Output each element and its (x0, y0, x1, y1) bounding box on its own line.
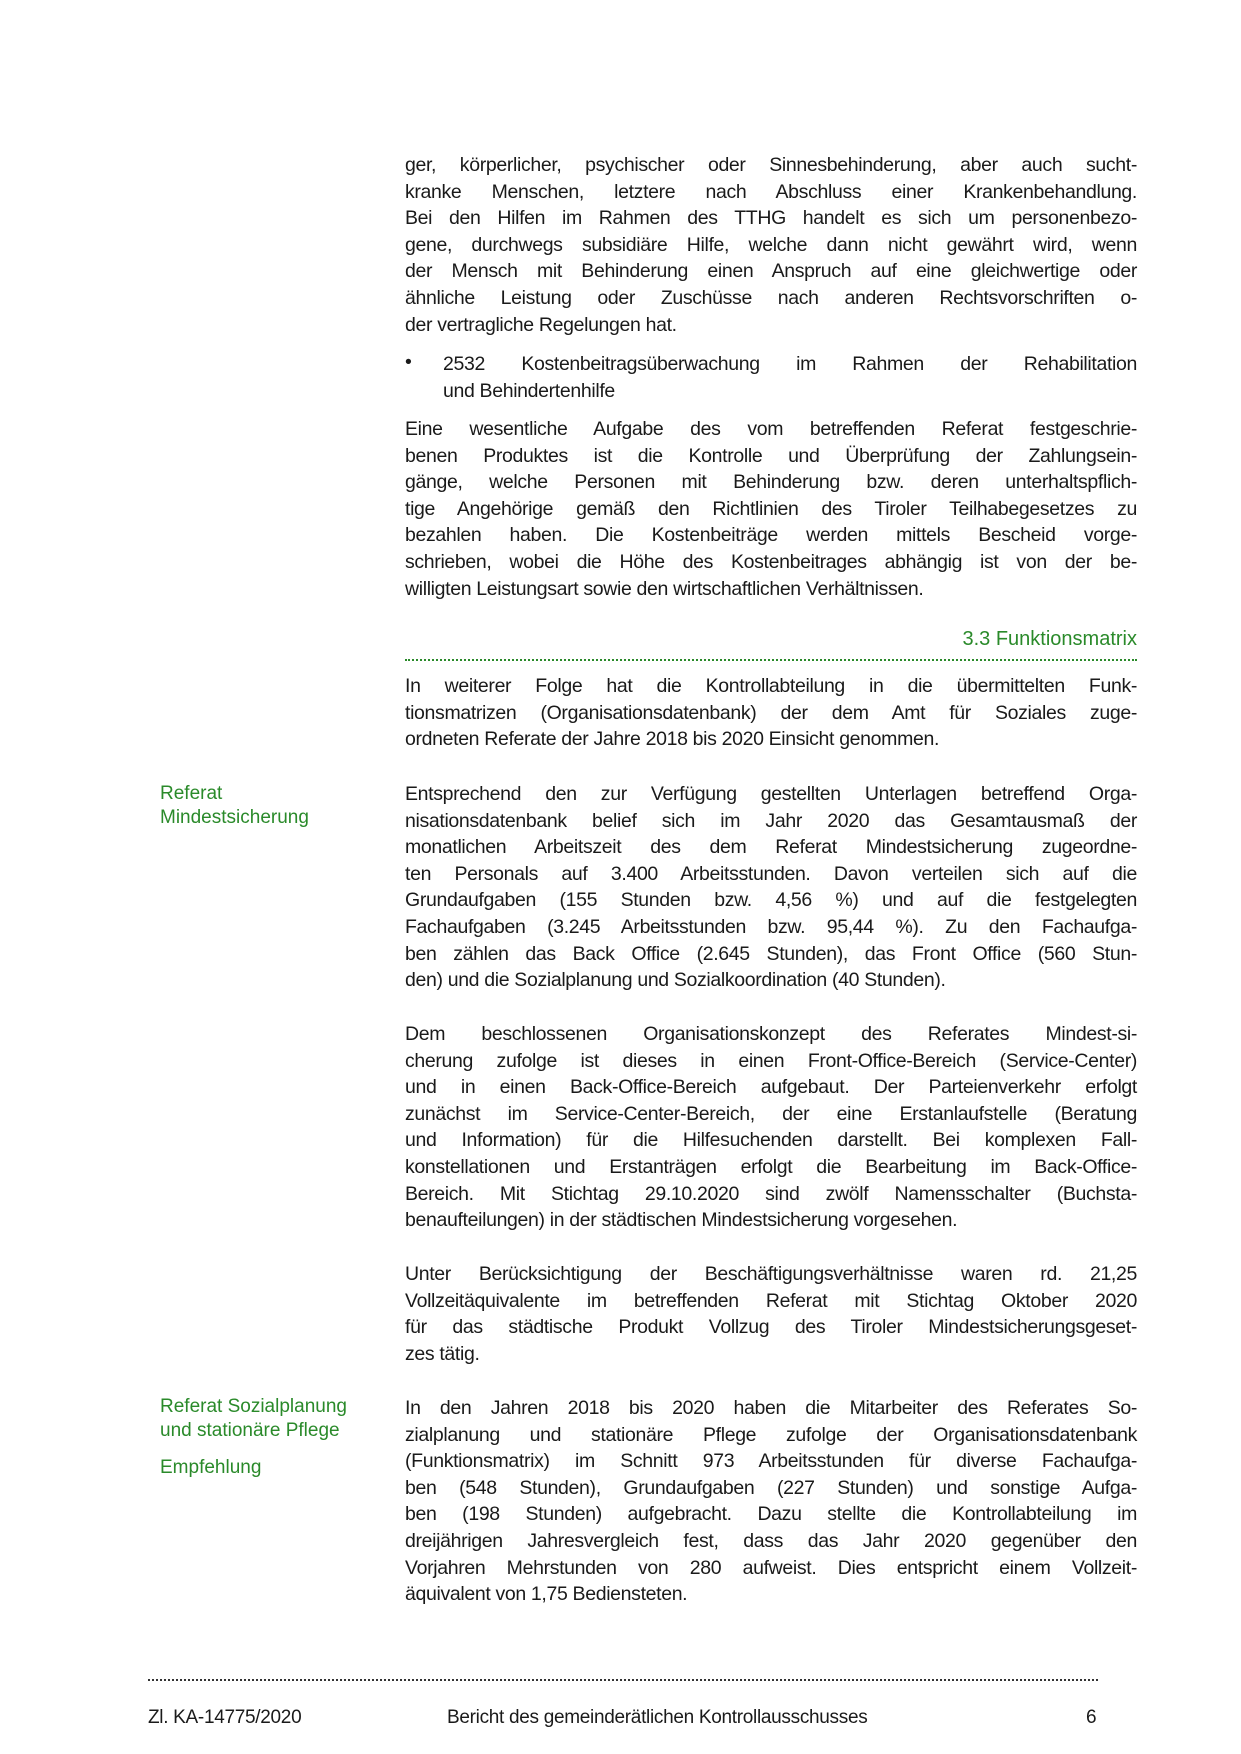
page-number: 6 (1086, 1707, 1097, 1728)
text-line: zunächst im Service-Center-Bereich, der eine Erstanlaufstelle (Beratung (405, 1102, 1137, 1125)
text-line: Unter Berücksichtigung der Beschäftigungsverhältnisse waren rd. 21,25 (405, 1263, 1137, 1285)
margin-label-mindestsicherung (160, 782, 309, 830)
margin-label-sozialplanung (160, 1395, 347, 1480)
text-line: den) und die Sozialplanung und Sozialkoordination (40 Stunden). (405, 969, 946, 992)
text-line: (Funktionsmatrix) im Schnitt 973 Arbeitsstunden für diverse Fachaufga- (405, 1450, 1137, 1473)
text-line: gänge, welche Personen mit Behinderung bzw. deren unterhaltspflich- (405, 471, 1137, 494)
text-line: ben zählen das Back Office (2.645 Stunden), das Front Office (560 Stun- (405, 942, 1137, 965)
text-line: ähnliche Leistung oder Zuschüsse nach anderen Rechtsvorschriften o- (405, 286, 1137, 309)
text-line: zialplanung und stationäre Pflege zufolge der Organisationsdatenbank (405, 1423, 1137, 1446)
text-line: dreijährigen Jahresvergleich fest, dass das Jahr 2020 gegenüber den (405, 1529, 1137, 1552)
bullet-icon: • (405, 351, 412, 373)
text-line: Bereich. Mit Stichtag 29.10.2020 sind zwölf Namensschalter (Buchsta- (405, 1182, 1137, 1205)
label-line: Mindestsicherung (160, 807, 309, 828)
text-line: ordneten Referate der Jahre 2018 bis 2020 Einsicht genommen. (405, 728, 940, 751)
footer-reference: Zl. KA-14775/2020 (148, 1707, 302, 1728)
text-line: cherung zufolge ist dieses in einen Front-Office-Bereich (Service-Center) (405, 1049, 1137, 1072)
text-line: und Information) für die Hilfesuchenden darstellt. Bei komplexen Fall- (405, 1129, 1137, 1152)
label-line: Referat (160, 783, 223, 804)
footer-divider (148, 1679, 1098, 1681)
text-line: In den Jahren 2018 bis 2020 haben die Mitarbeiter des Referates So- (405, 1397, 1137, 1419)
text-line: der Mensch mit Behinderung einen Anspruch auf eine gleichwertige oder (405, 260, 1137, 283)
text-line: Bei den Hilfen im Rahmen des TTHG handelt es sich um personenbezo- (405, 207, 1137, 230)
section-heading: 3.3 Funktionsmatrix (962, 628, 1137, 650)
text-line: Grundaufgaben (155 Stunden bzw. 4,56 %) und auf die festgelegten (405, 889, 1137, 912)
paragraph-3 (405, 673, 1137, 753)
text-line: ger, körperlicher, psychischer oder Sinnesbehinderung, aber auch sucht- (405, 154, 1137, 176)
paragraph-2 (405, 416, 1137, 602)
text-line: ben (548 Stunden), Grundaufgaben (227 Stunden) und sonstige Aufga- (405, 1476, 1137, 1499)
text-line: äquivalent von 1,75 Bediensteten. (405, 1583, 688, 1606)
paragraph-5 (405, 1021, 1137, 1234)
paragraph-7 (405, 1395, 1137, 1608)
text-line: Vorjahren Mehrstunden von 280 aufweist. Dies entspricht einem Vollzeit- (405, 1556, 1137, 1579)
text-line: monatlichen Arbeitszeit des dem Referat Mindestsicherung zugeordne- (405, 836, 1137, 859)
text-line: Eine wesentliche Aufgabe des vom betreffenden Referat festgeschrie- (405, 418, 1137, 440)
label-line: und stationäre Pflege (160, 1420, 340, 1441)
text-line: In weiterer Folge hat die Kontrollabteilung in die übermittelten Funk- (405, 675, 1137, 697)
heading-divider (405, 659, 1137, 661)
text-line: zes tätig. (405, 1342, 480, 1365)
label-empfehlung: Empfehlung (160, 1457, 262, 1478)
text-line: Fachaufgaben (3.245 Arbeitsstunden bzw. 95,44 %). Zu den Fachaufga- (405, 915, 1137, 938)
text-line: benaufteilungen) in der städtischen Mindestsicherung vorgesehen. (405, 1209, 958, 1232)
text-line: tionsmatrizen (Organisationsdatenbank) der dem Amt für Soziales zuge- (405, 701, 1137, 724)
text-line: Vollzeitäquivalente im betreffenden Referat mit Stichtag Oktober 2020 (405, 1289, 1137, 1312)
text-line: der vertragliche Regelungen hat. (405, 313, 677, 336)
text-line: kranke Menschen, letztere nach Abschluss einer Krankenbehandlung. (405, 180, 1137, 203)
text-line: bezahlen haben. Die Kostenbeiträge werden mittels Bescheid vorge- (405, 524, 1137, 547)
text-line: tige Angehörige gemäß den Richtlinien des Tiroler Teilhabegesetzes zu (405, 497, 1137, 520)
text-line: konstellationen und Erstanträgen erfolgt die Bearbeitung im Back-Office- (405, 1155, 1137, 1178)
label-line: Referat Sozialplanung (160, 1396, 347, 1417)
paragraph-6 (405, 1261, 1137, 1367)
text-line: und Behindertenhilfe (443, 379, 615, 402)
text-line: schrieben, wobei die Höhe des Kostenbeitrages abhängig ist von der be- (405, 550, 1137, 573)
text-line: und in einen Back-Office-Bereich aufgebaut. Der Parteienverkehr erfolgt (405, 1076, 1137, 1099)
text-line: 2532 Kostenbeitragsüberwachung im Rahmen der Rehabilitation (443, 353, 1137, 375)
text-line: für das städtische Produkt Vollzug des Tiroler Mindestsicherungsgeset- (405, 1316, 1137, 1339)
paragraph-4 (405, 781, 1137, 994)
text-line: Entsprechend den zur Verfügung gestellten Unterlagen betreffend Orga- (405, 783, 1137, 805)
footer-title: Bericht des gemeinderätlichen Kontrollausschusses (447, 1707, 868, 1728)
text-line: Dem beschlossenen Organisationskonzept des Referates Mindest-si- (405, 1023, 1137, 1045)
text-line: nisationsdatenbank belief sich im Jahr 2020 das Gesamtausmaß der (405, 809, 1137, 832)
bullet-item (405, 351, 1137, 404)
paragraph-1 (405, 152, 1137, 338)
text-line: ben (198 Stunden) aufgebracht. Dazu stellte die Kontrollabteilung im (405, 1503, 1137, 1526)
text-line: benen Produktes ist die Kontrolle und Überprüfung der Zahlungsein- (405, 444, 1137, 467)
text-line: ten Personals auf 3.400 Arbeitsstunden. Davon verteilen sich auf die (405, 862, 1137, 885)
text-line: willigten Leistungsart sowie den wirtschaftlichen Verhältnissen. (405, 577, 924, 600)
text-line: gene, durchwegs subsidiäre Hilfe, welche dann nicht gewährt wird, wenn (405, 233, 1137, 256)
